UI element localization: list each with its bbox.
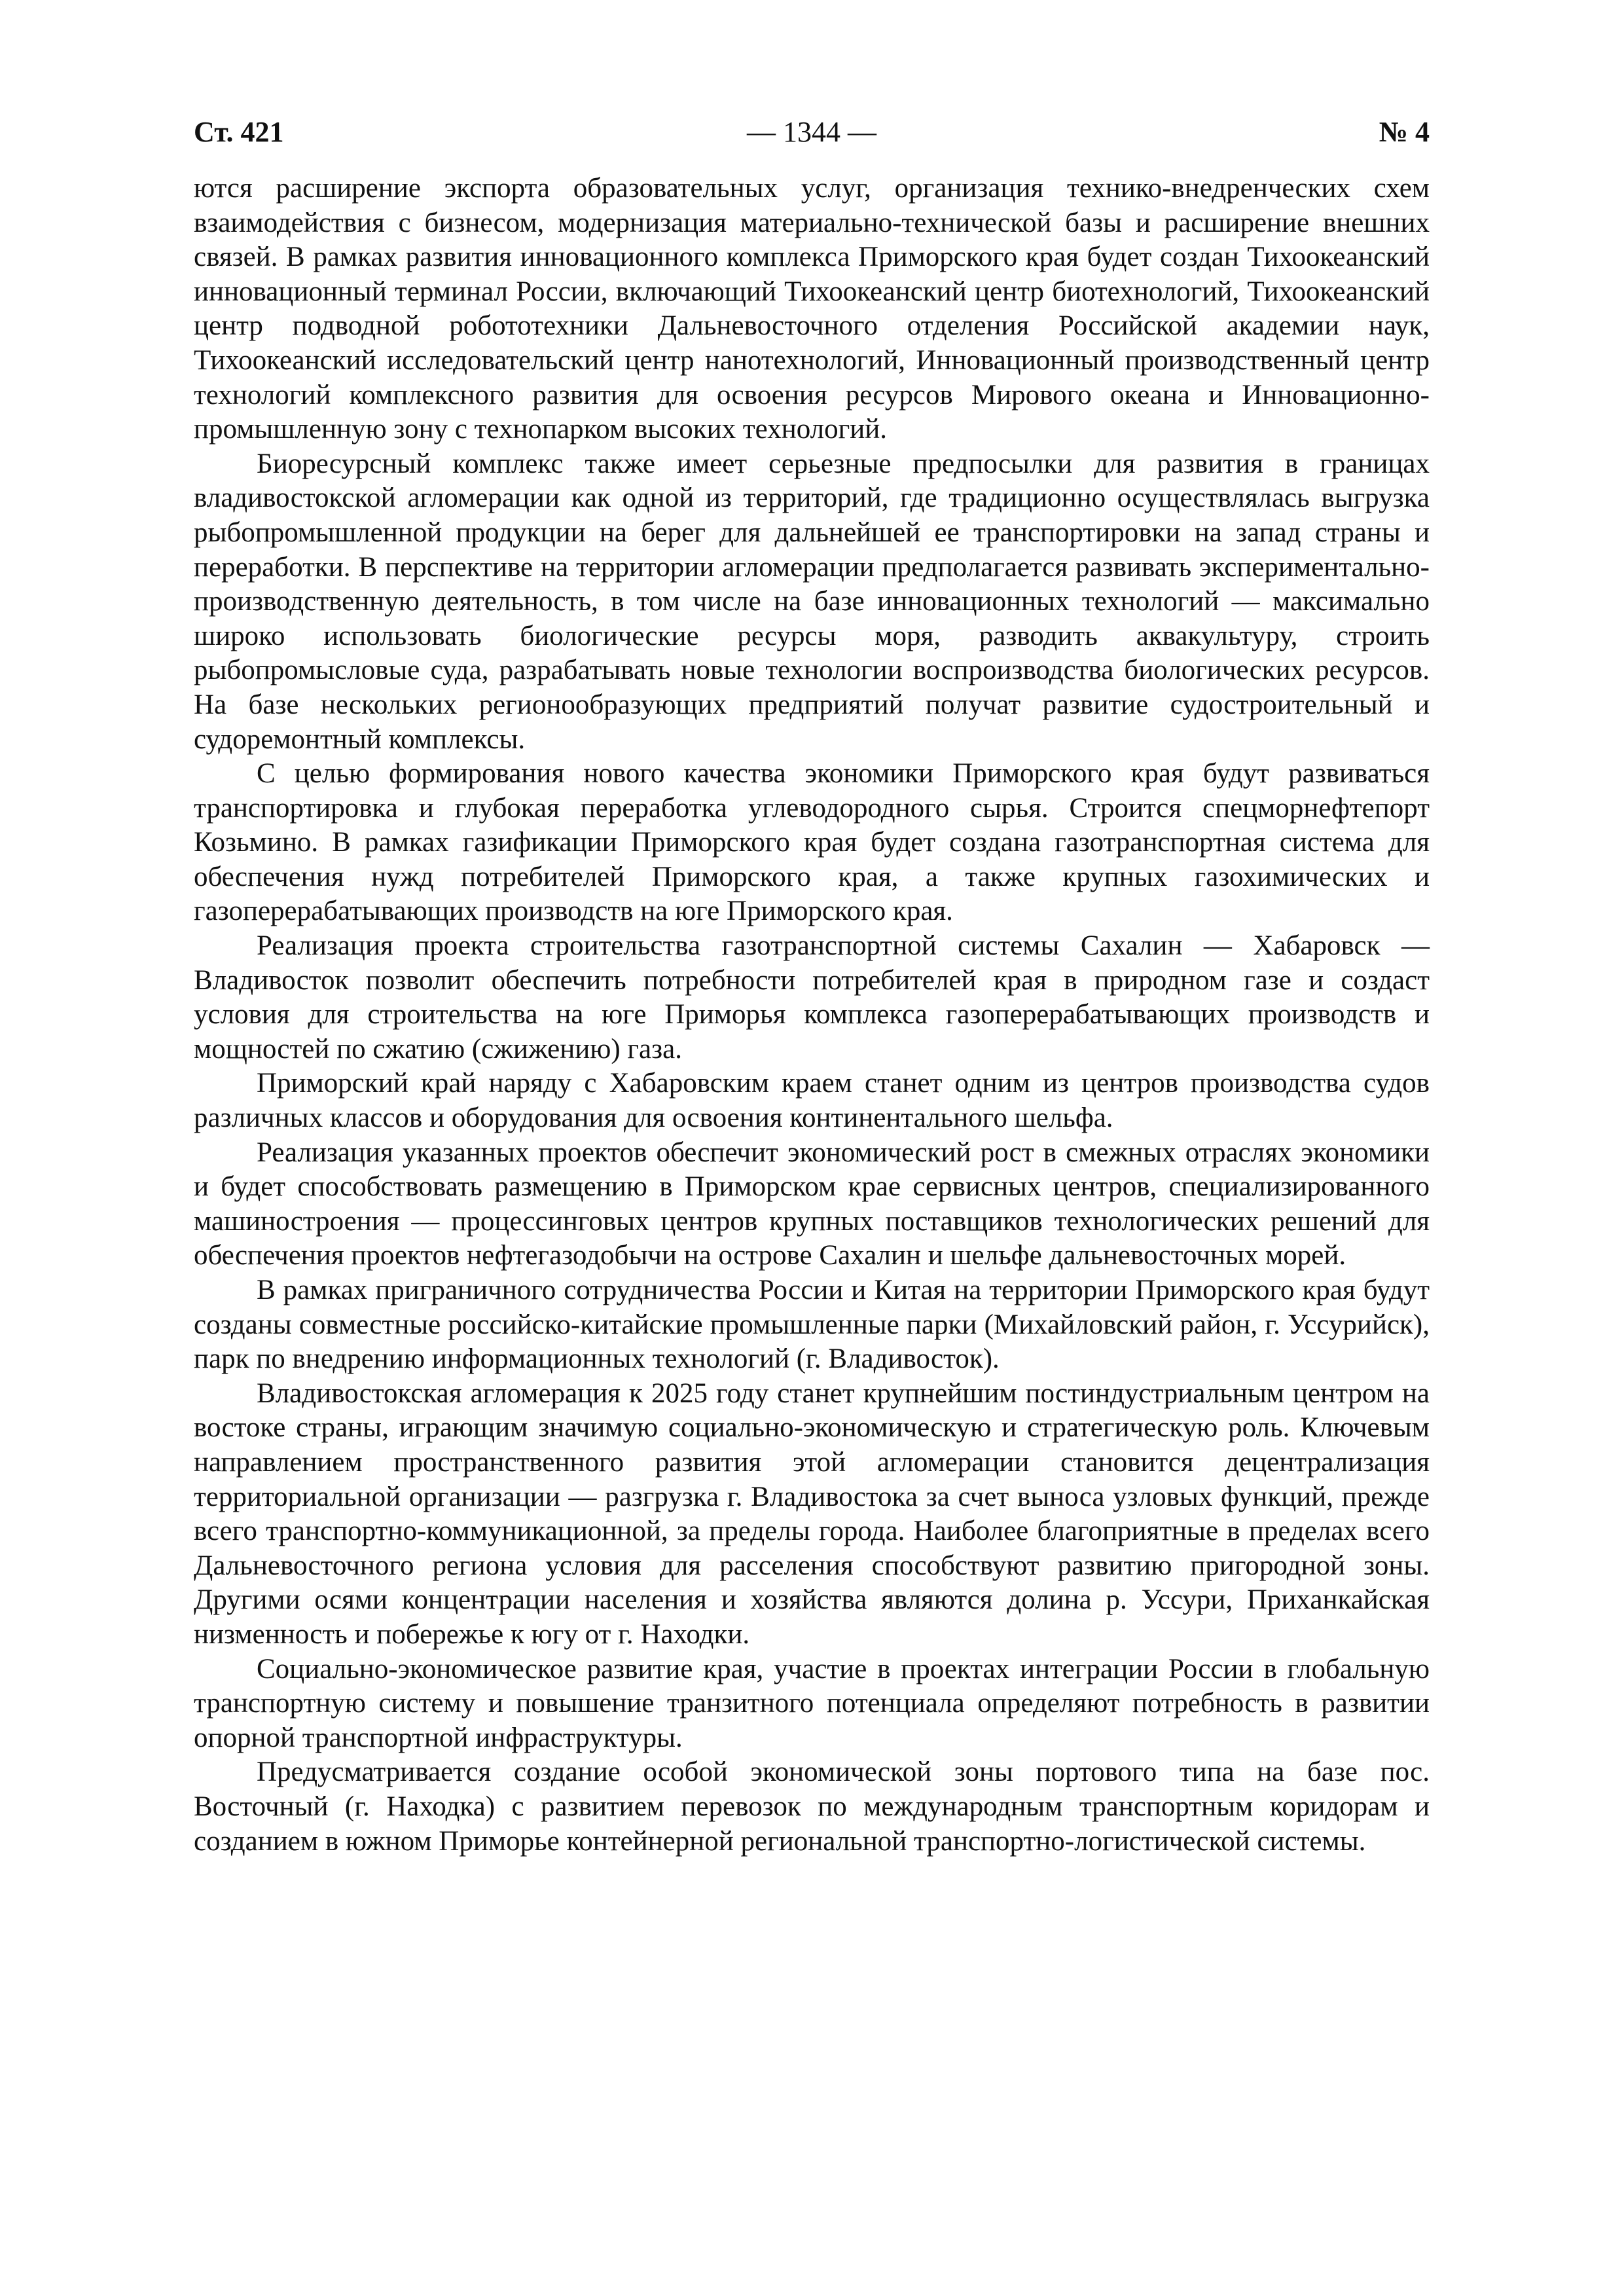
document-body <box>194 172 1430 1859</box>
issue-number: № 4 <box>1379 116 1430 148</box>
article-number: Ст. 421 <box>194 116 284 148</box>
paragraph: Социально-экономическое развитие края, участие в проектах интеграции России в глобальную транспортную систему и повышение транзитного потенциала определяют потребность в развитии опорной транспортной инфраструктуры. <box>194 1653 1430 1753</box>
paragraph: Предусматривается создание особой экономической зоны портового типа на базе пос. Восточный (г. Находка) с развитием перевозок по международным транспортным коридорам и созданием в южном Приморье контейнерной региональной транспортно-логистической системы. <box>194 1757 1430 1857</box>
paragraph: В рамках приграничного сотрудничества России и Китая на территории Приморского края будут созданы совместные российско-китайские промышленные парки (Михайловский район, г. Уссурийск), парк по внедрению информационных технологий (г. Владивосток). <box>194 1275 1430 1375</box>
paragraph: Реализация проекта строительства газотранспортной системы Сахалин — Хабаровск — Владивосток позволит обеспечить потребности потребителей края в природном газе и создаст условия для строительства на юге Приморья комплекса газоперерабатывающих производств и мощностей по сжатию (сжижению) газа. <box>194 930 1430 1065</box>
paragraph: ются расширение экспорта образовательных услуг, организация технико-внедренческих схем взаимодействия с бизнесом, модернизация материально-технической базы и расширение внешних связей. В рамках развития инновационного комплекса Приморского края будет создан Тихоокеанский инновационный терминал России, включающий Тихоокеанский центр биотехнологий, Тихоокеанский центр подводной робототехники Дальневосточного отделения Российской академии наук, Тихоокеанский исследовательский центр нанотехнологий, Инновационный производственный центр технологий комплексного развития для освоения ресурсов Мирового океана и Инновационно-промышленную зону с технопарком высоких технологий. <box>194 173 1430 445</box>
paragraph: Биоресурсный комплекс также имеет серьезные предпосылки для развития в границах владивостокской агломерации как одной из территорий, где традиционно осуществлялась выгрузка рыбопромышленной продукции на берег для дальнейшей ее транспортировки на запад страны и переработки. В перспективе на территории агломерации предполагается развивать экспериментально-производственную деятельность, в том числе на базе инновационных технологий — максимально широко использовать биологические ресурсы моря, разводить аквакультуру, строить рыбопромысловые суда, разрабатывать новые технологии воспроизводства биологических ресурсов. На базе нескольких регионообразующих предприятий получат развитие судостроительный и судоремонтный комплексы. <box>194 448 1430 755</box>
paragraph: Реализация указанных проектов обеспечит экономический рост в смежных отраслях экономики и будет способствовать размещению в Приморском крае сервисных центров, специализированного машиностроения — процессинговых центров крупных поставщиков технологических решений для обеспечения проектов нефтегазодобычи на острове Сахалин и шельфе дальневосточных морей. <box>194 1137 1430 1271</box>
paragraph: Приморский край наряду с Хабаровским краем станет одним из центров производства судов различных классов и оборудования для освоения континентального шельфа. <box>194 1068 1430 1134</box>
page-number: — 1344 — <box>747 116 876 148</box>
paragraph: С целью формирования нового качества экономики Приморского края будут развиваться транспортировка и глубокая переработка углеводородного сырья. Строится спецморнефтепорт Козьмино. В рамках газификации Приморского края будет создана газотранспортная система для обеспечения нужд потребителей Приморского края, а также крупных газохимических и газоперерабатывающих производств на юге Приморского края. <box>194 758 1430 927</box>
paragraph: Владивостокская агломерация к 2025 году станет крупнейшим постиндустриальным центром на востоке страны, играющим значимую социально-экономическую и стратегическую роль. Ключевым направлением пространственного развития этой агломерации становится децентрализация территориальной организации — разгрузка г. Владивостока за счет выноса узловых функций, прежде всего транспортно-коммуникационной, за пределы города. Наиболее благоприятные в пределах всего Дальневосточного региона условия для расселения способствуют развитию пригородной зоны. Другими осями концентрации населения и хозяйства являются долина р. Уссури, Приханкайская низменность и побережье к югу от г. Находки. <box>194 1377 1430 1650</box>
page-header <box>194 113 1430 152</box>
